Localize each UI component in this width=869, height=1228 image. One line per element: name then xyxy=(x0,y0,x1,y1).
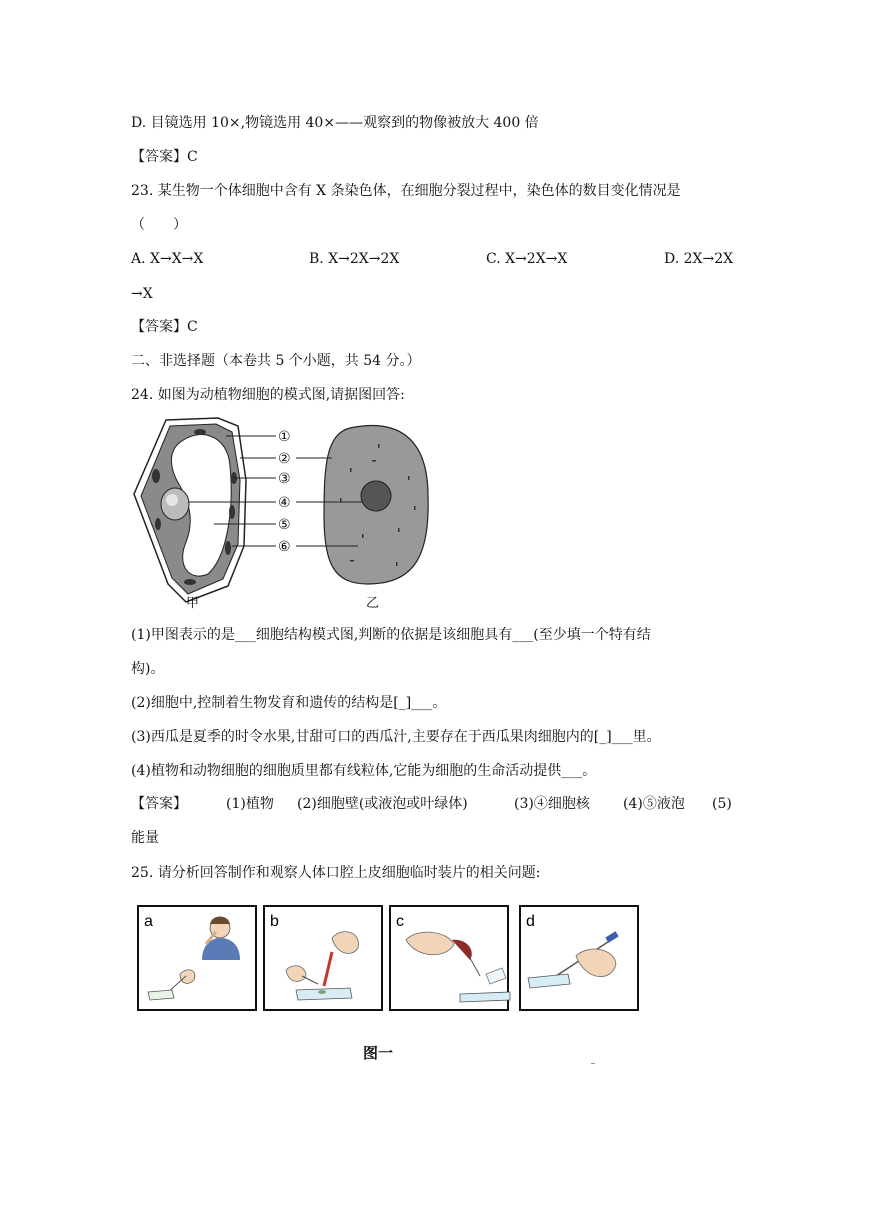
q23-option-a: A. X→X→X xyxy=(131,251,204,267)
panel-c-label: c xyxy=(396,913,404,930)
q23-stem: 23. 某生物一个体细胞中含有 X 条染色体，在细胞分裂过程中，染色体的数目变化情况是 xyxy=(131,183,681,199)
panel-d-label: d xyxy=(526,913,535,930)
figure-one-caption: 图一 xyxy=(363,1044,394,1062)
panel-b-label: b xyxy=(270,913,279,930)
panel-a-label: a xyxy=(144,913,153,930)
nucleolus xyxy=(166,494,178,506)
caption-yi: 乙 xyxy=(366,596,380,611)
chloroplast xyxy=(194,429,206,435)
q23-option-c: C. X→2X→X xyxy=(486,251,568,267)
q24-sub1-a: (1)甲图表示的是___细胞结构模式图,判断的依据是该细胞具有___(至少填一个特有结 xyxy=(131,627,651,643)
section-2-heading: 二、非选择题（本卷共 5 个小题，共 54 分。） xyxy=(131,353,421,369)
q22-answer: 【答案】C xyxy=(131,149,198,165)
panel-b xyxy=(264,906,382,1010)
stray-mark xyxy=(591,1063,595,1064)
q22-option-d: D. 目镜选用 10×,物镜选用 40×——观察到的物像被放大 400 倍 xyxy=(131,115,539,131)
panel-c xyxy=(390,906,510,1010)
q25-stem: 25. 请分析回答制作和观察人体口腔上皮细胞临时装片的相关问题: xyxy=(131,865,541,881)
figure-one-panels xyxy=(136,904,640,1014)
chloroplast xyxy=(225,541,231,555)
chloroplast xyxy=(155,518,161,530)
chloroplast xyxy=(229,505,235,519)
q24-answer-3: (3)④细胞核 xyxy=(514,796,590,812)
q23-option-b: B. X→2X→2X xyxy=(309,251,400,267)
caption-jia: 甲 xyxy=(186,596,200,611)
q23-option-d-cont: →X xyxy=(131,286,153,302)
panel-d xyxy=(520,906,638,1010)
q24-stem: 24. 如图为动植物细胞的模式图,请据图回答: xyxy=(131,387,405,403)
q23-paren: （ ） xyxy=(131,217,187,233)
label-6: ⑥ xyxy=(278,539,291,555)
q24-answer-4: (4)⑤液泡 xyxy=(623,796,685,812)
cell-diagram xyxy=(128,416,448,612)
panel-a xyxy=(138,906,256,1010)
q24-answer-cont: 能量 xyxy=(131,830,159,846)
label-1: ① xyxy=(278,429,291,445)
q24-answer-2: (2)细胞壁(或液泡或叶绿体) xyxy=(297,796,468,812)
q24-sub4: (4)植物和动物细胞的细胞质里都有线粒体,它能为细胞的生命活动提供___。 xyxy=(131,763,597,779)
label-4: ④ xyxy=(278,495,291,511)
chloroplast xyxy=(152,469,160,483)
q24-sub3: (3)西瓜是夏季的时令水果,甘甜可口的西瓜汁,主要存在于西瓜果肉细胞内的[_]___里。 xyxy=(131,729,661,745)
q24-sub1-b: 构)。 xyxy=(131,661,165,677)
q24-answer-label: 【答案】 xyxy=(131,796,187,812)
label-5: ⑤ xyxy=(278,517,291,533)
q24-sub2: (2)细胞中,控制着生物发育和遗传的结构是[_]___。 xyxy=(131,695,447,711)
q23-option-d: D. 2X→2X xyxy=(664,251,734,267)
q24-answer-1: (1)植物 xyxy=(226,796,274,812)
animal-nucleus xyxy=(361,481,391,511)
chloroplast xyxy=(184,579,196,585)
label-3: ③ xyxy=(278,471,291,487)
label-2: ② xyxy=(278,451,291,467)
q23-answer: 【答案】C xyxy=(131,319,198,335)
q24-answer-5: (5) xyxy=(712,796,732,812)
